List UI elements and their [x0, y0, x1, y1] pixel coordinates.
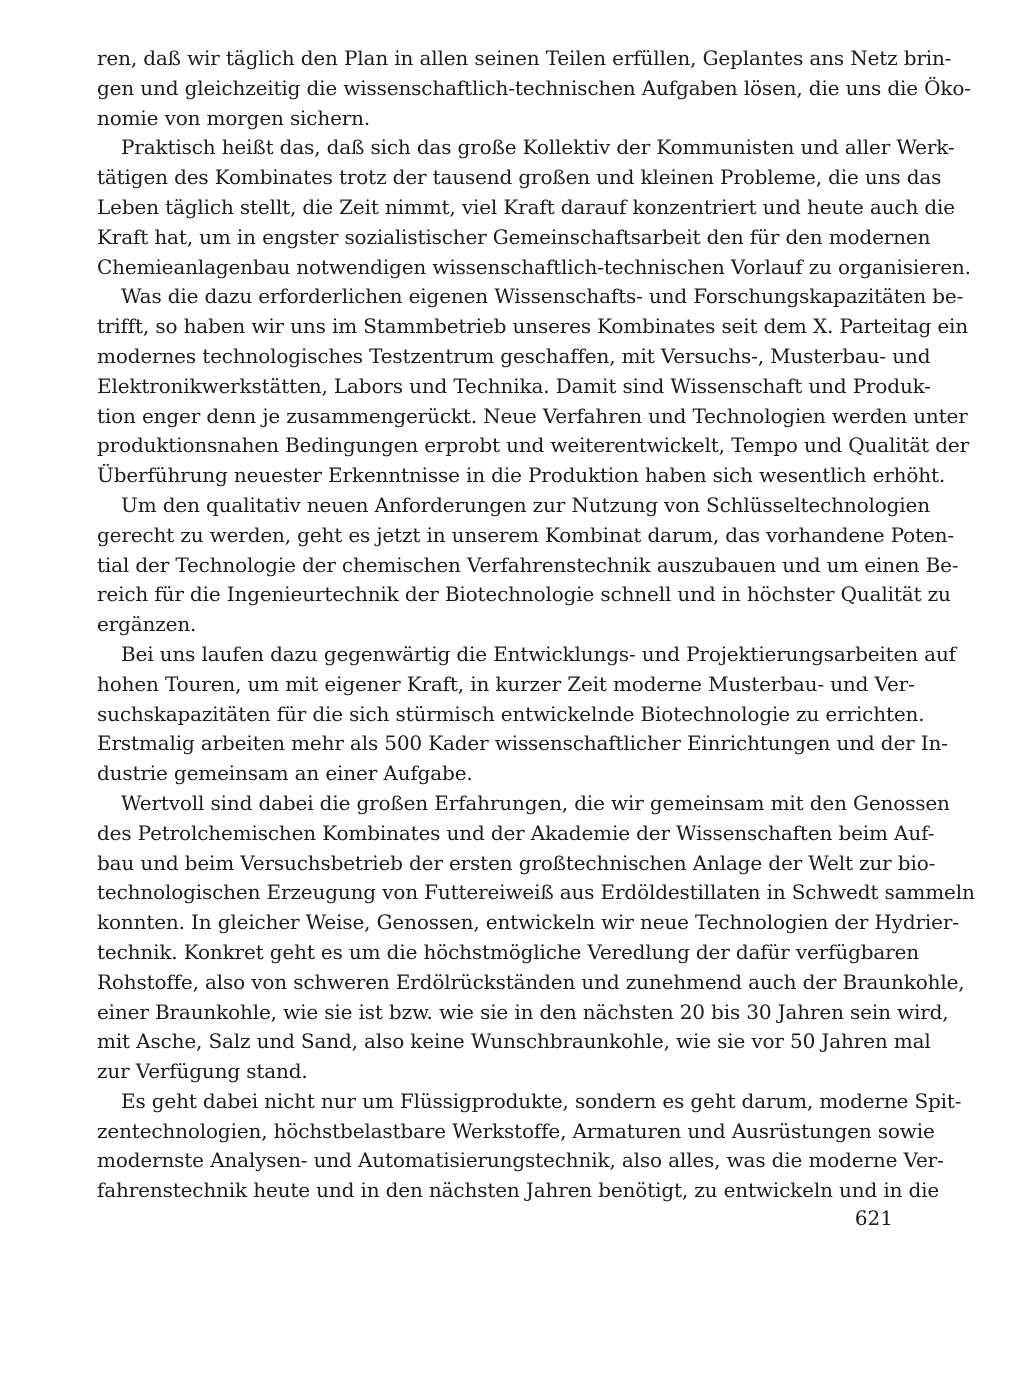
body-text [97, 44, 975, 1206]
text-line: gen und gleichzeitig die wissenschaftlich-technischen Aufgaben lösen, die uns die Öko- [97, 75, 971, 100]
text-line: Um den qualitativ neuen Anforderungen zur Nutzung von Schlüsseltechnologien [121, 492, 930, 517]
text-line: Bei uns laufen dazu gegenwärtig die Entwicklungs- und Projektierungsarbeiten auf [121, 641, 956, 666]
text-line: gerecht zu werden, geht es jetzt in unserem Kombinat darum, das vorhandene Poten- [97, 522, 954, 547]
text-line: Überführung neuester Erkenntnisse in die Produktion haben sich wesentlich erhöht. [97, 463, 946, 488]
text-line: ergänzen. [97, 612, 197, 637]
text-line: tial der Technologie der chemischen Verfahrenstechnik auszubauen und um einen Be- [97, 552, 959, 577]
text-line: bau und beim Versuchsbetrieb der ersten großtechnischen Anlage der Welt zur bio- [97, 850, 936, 875]
paragraph [97, 640, 956, 789]
text-line: Praktisch heißt das, daß sich das große Kollektiv der Kommunisten und aller Werk- [121, 135, 955, 160]
paragraph [97, 789, 975, 1087]
text-line: Was die dazu erforderlichen eigenen Wissenschafts- und Forschungskapazitäten be- [121, 284, 964, 309]
text-line: konnten. In gleicher Weise, Genossen, entwickeln wir neue Technologien der Hydrier- [97, 910, 959, 935]
text-line: tätigen des Kombinates trotz der tausend großen und kleinen Probleme, die uns das [97, 165, 942, 190]
paragraph [97, 282, 970, 491]
text-line: tion enger denn je zusammengerückt. Neue Verfahren und Technologien werden unter [97, 403, 968, 428]
text-line: Rohstoffe, also von schweren Erdölrückständen und zunehmend auch der Braunkohle, [97, 969, 965, 994]
text-line: mit Asche, Salz und Sand, also keine Wunschbraunkohle, wie sie vor 50 Jahren mal [97, 1029, 931, 1054]
text-line: ren, daß wir täglich den Plan in allen seinen Teilen erfüllen, Geplantes ans Netz brin- [97, 46, 952, 70]
paragraph [97, 133, 971, 282]
text-line: des Petrolchemischen Kombinates und der Akademie der Wissenschaften beim Auf- [97, 820, 935, 845]
text-line: produktionsnahen Bedingungen erprobt und weiterentwickelt, Tempo und Qualität der [97, 433, 970, 458]
text-line: Wertvoll sind dabei die großen Erfahrungen, die wir gemeinsam mit den Genossen [121, 790, 950, 815]
text-line: technologischen Erzeugung von Futtereiweiß aus Erdöldestillaten in Schwedt sammeln [97, 880, 975, 905]
text-line: Elektronikwerkstätten, Labors und Technika. Damit sind Wissenschaft und Produk- [97, 373, 931, 398]
paragraph [97, 491, 959, 640]
text-line: modernes technologisches Testzentrum geschaffen, mit Versuchs-, Musterbau- und [97, 343, 931, 368]
page-number: 621 [854, 1206, 893, 1230]
text-line: suchskapazitäten für die sich stürmisch entwickelnde Biotechnologie zu errichten. [97, 701, 925, 726]
text-line: trifft, so haben wir uns im Stammbetrieb unseres Kombinates seit dem X. Parteitag ein [97, 314, 969, 339]
text-line: Erstmalig arbeiten mehr als 500 Kader wissenschaftlicher Einrichtungen und der In- [97, 731, 948, 756]
text-line: fahrenstechnik heute und in den nächsten Jahren benötigt, zu entwickeln und in die [97, 1178, 940, 1203]
text-line: dustrie gemeinsam an einer Aufgabe. [97, 761, 473, 786]
text-line: zentechnologien, höchstbelastbare Werkstoffe, Armaturen und Ausrüstungen sowie [97, 1118, 935, 1143]
text-line: Chemieanlagenbau notwendigen wissenschaftlich-technischen Vorlauf zu organisieren. [97, 254, 971, 279]
text-line: modernste Analysen- und Automatisierungstechnik, also alles, was die moderne Ver- [97, 1148, 944, 1173]
paragraph [97, 44, 971, 133]
text-line: technik. Konkret geht es um die höchstmögliche Veredlung der dafür verfügbaren [97, 939, 919, 964]
text-line: Es geht dabei nicht nur um Flüssigprodukte, sondern es geht darum, moderne Spit- [121, 1088, 962, 1113]
text-line: Kraft hat, um in engster sozialistischer Gemeinschaftsarbeit den für den modernen [97, 224, 931, 249]
text-line: reich für die Ingenieurtechnik der Biotechnologie schnell und in höchster Qualität zu [97, 582, 951, 607]
text-line: einer Braunkohle, wie sie ist bzw. wie sie in den nächsten 20 bis 30 Jahren sein wird, [97, 999, 949, 1024]
text-line: hohen Touren, um mit eigener Kraft, in kurzer Zeit moderne Musterbau- und Ver- [97, 671, 915, 696]
paragraph [97, 1087, 962, 1206]
text-line: zur Verfügung stand. [97, 1059, 308, 1084]
text-line: nomie von morgen sichern. [97, 105, 371, 130]
text-line: Leben täglich stellt, die Zeit nimmt, viel Kraft darauf konzentriert und heute auch die [97, 194, 955, 219]
